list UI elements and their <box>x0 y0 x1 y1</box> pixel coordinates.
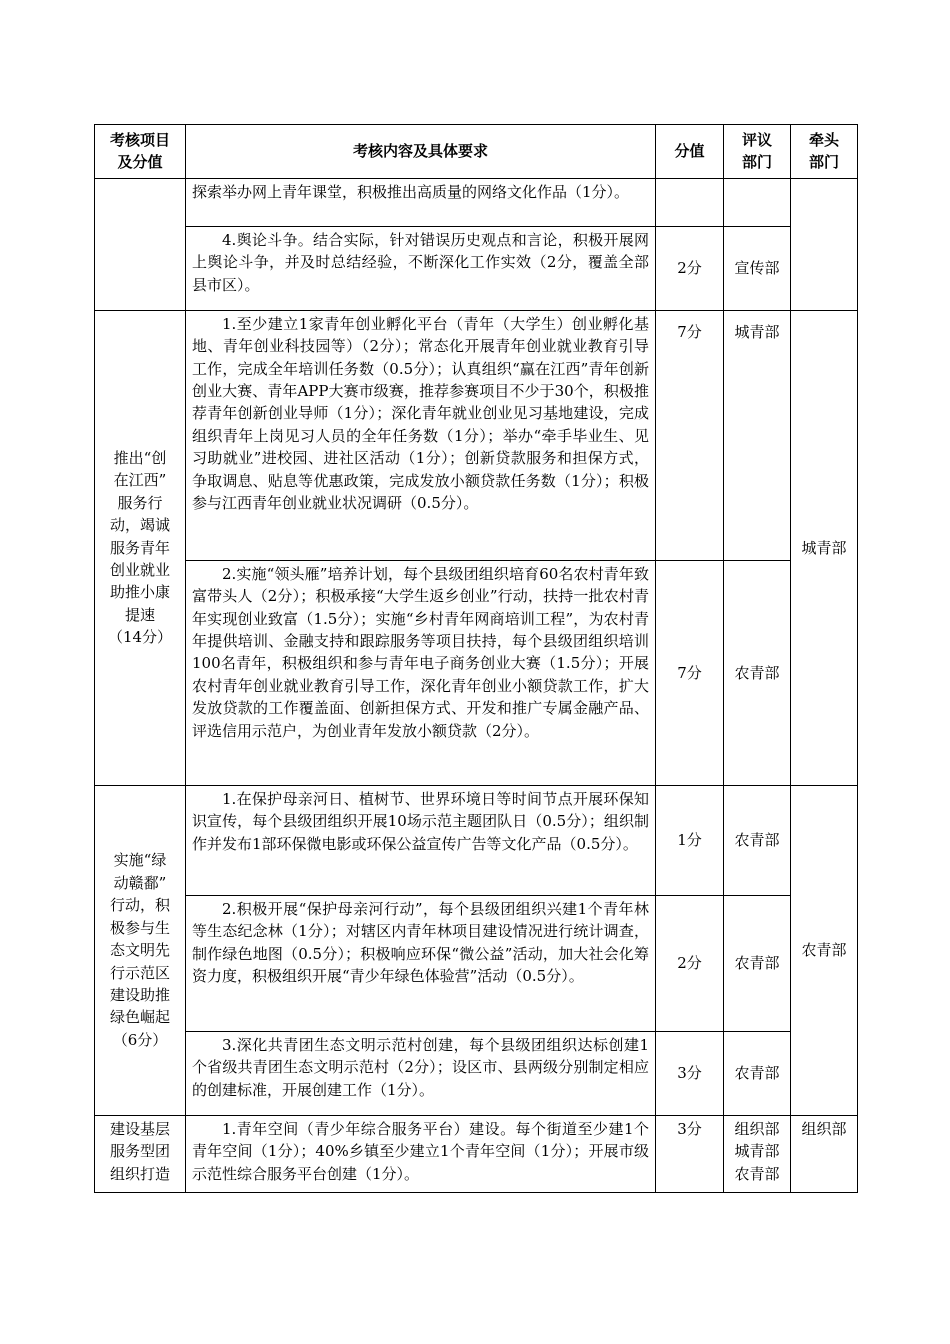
lead-dept-cell-continued <box>791 178 858 310</box>
table-row <box>95 178 858 226</box>
item-cell-green: 实施“绿 动赣鄱” 行动，积 极参与生 态文明先 行示范区 建设助推 绿色崛起 （6分） <box>95 785 186 1115</box>
review-dept-cell: 组织部 城青部 农青部 <box>724 1115 791 1192</box>
content-cell: 4.舆论斗争。结合实际，针对错误历史观点和言论，积极开展网上舆论斗争，并及时总结经验，不断深化工作实效（2分，覆盖全部县市区）。 <box>186 226 656 310</box>
content-cell: 1.在保护母亲河日、植树节、世界环境日等时间节点开展环保知识宣传，每个县级团组织开展10场示范主题团队日（0.5分）；组织制作并发布1部环保微电影或环保公益宣传广告等文化产品（0.5分）。 <box>186 785 656 895</box>
review-dept-cell: 农青部 <box>724 895 791 1031</box>
table-row <box>95 895 858 1031</box>
content-cell: 1.青年空间（青少年综合服务平台）建设。每个街道至少建1个青年空间（1分）；40%乡镇至少建立1个青年空间（1分）；开展市级示范性综合服务平台创建（1分）。 <box>186 1115 656 1192</box>
content-cell: 3.深化共青团生态文明示范村创建，每个县级团组织达标创建1个省级共青团生态文明示范村（2分）；设区市、县两级分别制定相应的创建标准，开展创建工作（1分）。 <box>186 1031 656 1115</box>
table-row <box>95 785 858 895</box>
score-cell: 2分 <box>656 226 724 310</box>
score-cell: 7分 <box>656 310 724 560</box>
table-row <box>95 310 858 560</box>
header-item: 考核项目 及分值 <box>95 125 186 179</box>
review-dept-cell: 农青部 <box>724 785 791 895</box>
header-lead-dept: 牵头 部门 <box>791 125 858 179</box>
table-row <box>95 226 858 310</box>
score-cell <box>656 178 724 226</box>
review-dept-cell <box>724 178 791 226</box>
review-dept-cell: 农青部 <box>724 560 791 785</box>
table-row <box>95 1115 858 1192</box>
item-cell-entrepreneurship: 推出“创 在江西” 服务行 动，竭诚 服务青年 创业就业 助推小康 提速 （14分） <box>95 310 186 785</box>
score-cell: 7分 <box>656 560 724 785</box>
table-row <box>95 1031 858 1115</box>
score-cell: 3分 <box>656 1031 724 1115</box>
score-cell: 1分 <box>656 785 724 895</box>
header-content: 考核内容及具体要求 <box>186 125 656 179</box>
header-row <box>95 125 858 179</box>
lead-dept-cell: 组织部 <box>791 1115 858 1192</box>
item-cell-continued <box>95 178 186 310</box>
score-cell: 2分 <box>656 895 724 1031</box>
lead-dept-cell: 农青部 <box>791 785 858 1115</box>
content-cell: 2.实施“领头雁”培养计划，每个县级团组织培育60名农村青年致富带头人（2分）；积极承接“大学生返乡创业”行动，扶持一批农村青年实现创业致富（1.5分）；实施“乡村青年网商培训工程”，为农村青年提供培训、金融支持和跟踪服务等项目扶持，每个县级团组织培训100名青年，积极组织和参与青年电子商务创业大赛（1.5分）；开展农村青年创业就业教育引导工作，深化青年创业小额贷款工作，扩大发放贷款的工作覆盖面、创新担保方式、开发和推广专属金融产品、评选信用示范户，为创业青年发放小额贷款（2分）。 <box>186 560 656 785</box>
header-review-dept: 评议 部门 <box>724 125 791 179</box>
item-cell-grassroots: 建设基层 服务型团 组织打造 <box>95 1115 186 1192</box>
content-cell: 1.至少建立1家青年创业孵化平台（青年（大学生）创业孵化基地、青年创业科技园等）（2分）；常态化开展青年创业就业教育引导工作，完成全年培训任务数（0.5分）；认真组织“赢在江西”青年创新创业大赛、青年APP大赛市级赛，推荐参赛项目不少于30个，积极推荐青年创新创业导师（1分）；深化青年就业创业见习基地建设，完成组织青年上岗见习人员的全年任务数（1分）；举办“牵手毕业生、见习助就业”进校园、进社区活动（1分）；创新贷款服务和担保方式，争取调息、贴息等优惠政策，完成发放小额贷款任务数（1分）；积极参与江西青年创业就业状况调研（0.5分）。 <box>186 310 656 560</box>
lead-dept-cell: 城青部 <box>791 310 858 785</box>
review-dept-cell: 宣传部 <box>724 226 791 310</box>
content-cell: 探索举办网上青年课堂，积极推出高质量的网络文化作品（1分）。 <box>186 178 656 226</box>
assessment-table <box>94 124 858 1193</box>
content-cell: 2.积极开展“保护母亲河行动”，每个县级团组织兴建1个青年林等生态纪念林（1分）；对辖区内青年林项目建设情况进行统计调查，制作绿色地图（0.5分）；积极响应环保“微公益”活动，加大社会化筹资力度，积极组织开展“青少年绿色体验营”活动（0.5分）。 <box>186 895 656 1031</box>
score-cell: 3分 <box>656 1115 724 1192</box>
table-row <box>95 560 858 785</box>
review-dept-cell: 城青部 <box>724 310 791 560</box>
review-dept-cell: 农青部 <box>724 1031 791 1115</box>
header-score: 分值 <box>656 125 724 179</box>
